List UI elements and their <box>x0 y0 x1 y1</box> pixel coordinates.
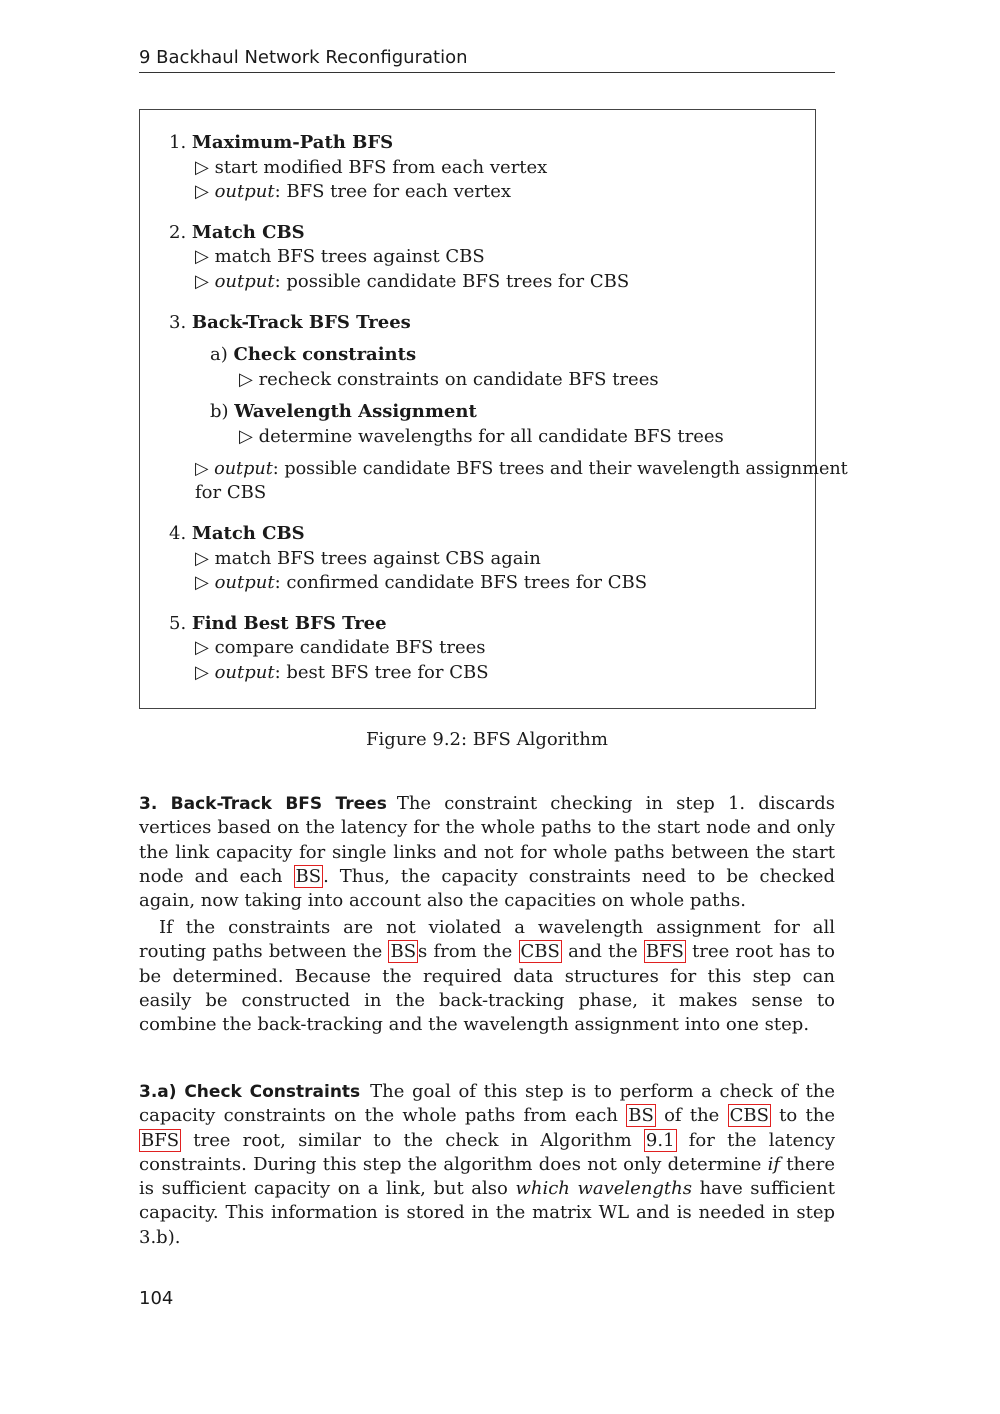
step-title: Match CBS <box>191 222 305 243</box>
triangle-bullet-icon: ▷ <box>239 426 253 447</box>
ref-link-cbs[interactable]: CBS <box>520 941 560 963</box>
ref-link-algorithm[interactable]: 9.1 <box>645 1129 675 1151</box>
triangle-bullet-icon: ▷ <box>195 271 209 292</box>
section-run-in-heading: 3. Back-Track BFS Trees <box>139 794 387 814</box>
step-title: Maximum-Path BFS <box>191 132 394 153</box>
step-3-output-cont: for CBS <box>195 482 267 503</box>
ref-link-bs[interactable]: BS <box>390 941 417 963</box>
triangle-bullet-icon: ▷ <box>195 662 209 683</box>
step-title: Find Best BFS Tree <box>191 613 387 634</box>
triangle-bullet-icon: ▷ <box>195 157 209 178</box>
section-run-in-heading: 3.a) Check Constraints <box>139 1082 361 1102</box>
step-3-output: ▷ output: possible candidate BFS trees and their wavelength assignment <box>195 459 848 479</box>
substep-3b-heading: b) Wavelength Assignment <box>210 401 477 422</box>
step-1-output: ▷ output: BFS tree for each vertex <box>195 181 512 202</box>
triangle-bullet-icon: ▷ <box>239 369 253 390</box>
chapter-title: 9 Backhaul Network Reconfiguration <box>139 47 468 68</box>
triangle-bullet-icon: ▷ <box>195 572 209 593</box>
algorithm-figure-box <box>139 109 848 709</box>
step-4-heading: 4. Match CBS <box>169 523 305 544</box>
ref-link-bs[interactable]: BS <box>295 865 322 887</box>
step-5-output: ▷ output: best BFS tree for CBS <box>195 662 489 683</box>
step-1-desc: ▷ start modified BFS from each vertex <box>195 157 548 178</box>
step-2-output: ▷ output: possible candidate BFS trees for CBS <box>195 271 630 292</box>
triangle-bullet-icon: ▷ <box>195 246 209 267</box>
paragraph-check-constraints: 3.a) Check Constraints The goal of this step is to perform a check of the capacity constraints on the whole paths from each BS of the CBS to the BFS tree root, similar to the check in Algorithm 9.1 for the latency constraints. During this step the algorithm does not only determine if there is sufficient capacity on a link, but also which wavelengths have sufficient capacity. This information is stored in the matrix WL and is needed in step 3.b). <box>139 1081 835 1248</box>
step-3-heading: 3. Back-Track BFS Trees <box>169 312 411 333</box>
triangle-bullet-icon: ▷ <box>195 181 209 202</box>
triangle-bullet-icon: ▷ <box>195 548 209 569</box>
substep-3b-desc: ▷ determine wavelengths for all candidate BFS trees <box>239 426 724 447</box>
step-2-heading: 2. Match CBS <box>169 222 305 243</box>
paragraph-back-track: 3. Back-Track BFS Trees The constraint checking in step 1. discards vertices based on the latency for the whole paths to the start node and only the link capacity for single links and not for whole paths between the start node and each BS . Thus, the capacity constraints need to be checked again, now taking into account also the capacities on whole paths. <box>139 793 835 912</box>
step-5-desc: ▷ compare candidate BFS trees <box>195 637 486 658</box>
step-4-desc: ▷ match BFS trees against CBS again <box>195 548 541 569</box>
ref-link-bfs[interactable]: BFS <box>645 941 684 963</box>
triangle-bullet-icon: ▷ <box>195 637 209 658</box>
step-title: Match CBS <box>191 523 305 544</box>
substep-3a-desc: ▷ recheck constraints on candidate BFS trees <box>239 369 659 390</box>
step-2-desc: ▷ match BFS trees against CBS <box>195 246 485 267</box>
paragraph-wavelength: If the constraints are not violated a wavelength assignment for all routing paths between the BS s from the CBS and the BFS tree root has to be determined. Because the required data structures for this step can easily be constructed in the back-tracking phase, it makes sense to combine the back-tracking and the wavelength assignment into one step. <box>139 917 835 1036</box>
ref-link-cbs[interactable]: CBS <box>729 1105 769 1127</box>
page-number: 104 <box>139 1288 174 1309</box>
step-1-heading: 1. Maximum-Path BFS <box>169 132 394 153</box>
step-title: Back-Track BFS Trees <box>191 312 411 333</box>
running-header <box>139 46 835 73</box>
ref-link-bfs[interactable]: BFS <box>141 1129 180 1151</box>
substep-3a-heading: a) Check constraints <box>210 344 417 365</box>
triangle-bullet-icon: ▷ <box>195 459 209 479</box>
step-5-heading: 5. Find Best BFS Tree <box>169 613 387 634</box>
step-4-output: ▷ output: confirmed candidate BFS trees for CBS <box>195 572 648 593</box>
ref-link-bs[interactable]: BS <box>628 1105 654 1127</box>
figure-caption: Figure 9.2: BFS Algorithm <box>366 729 608 750</box>
